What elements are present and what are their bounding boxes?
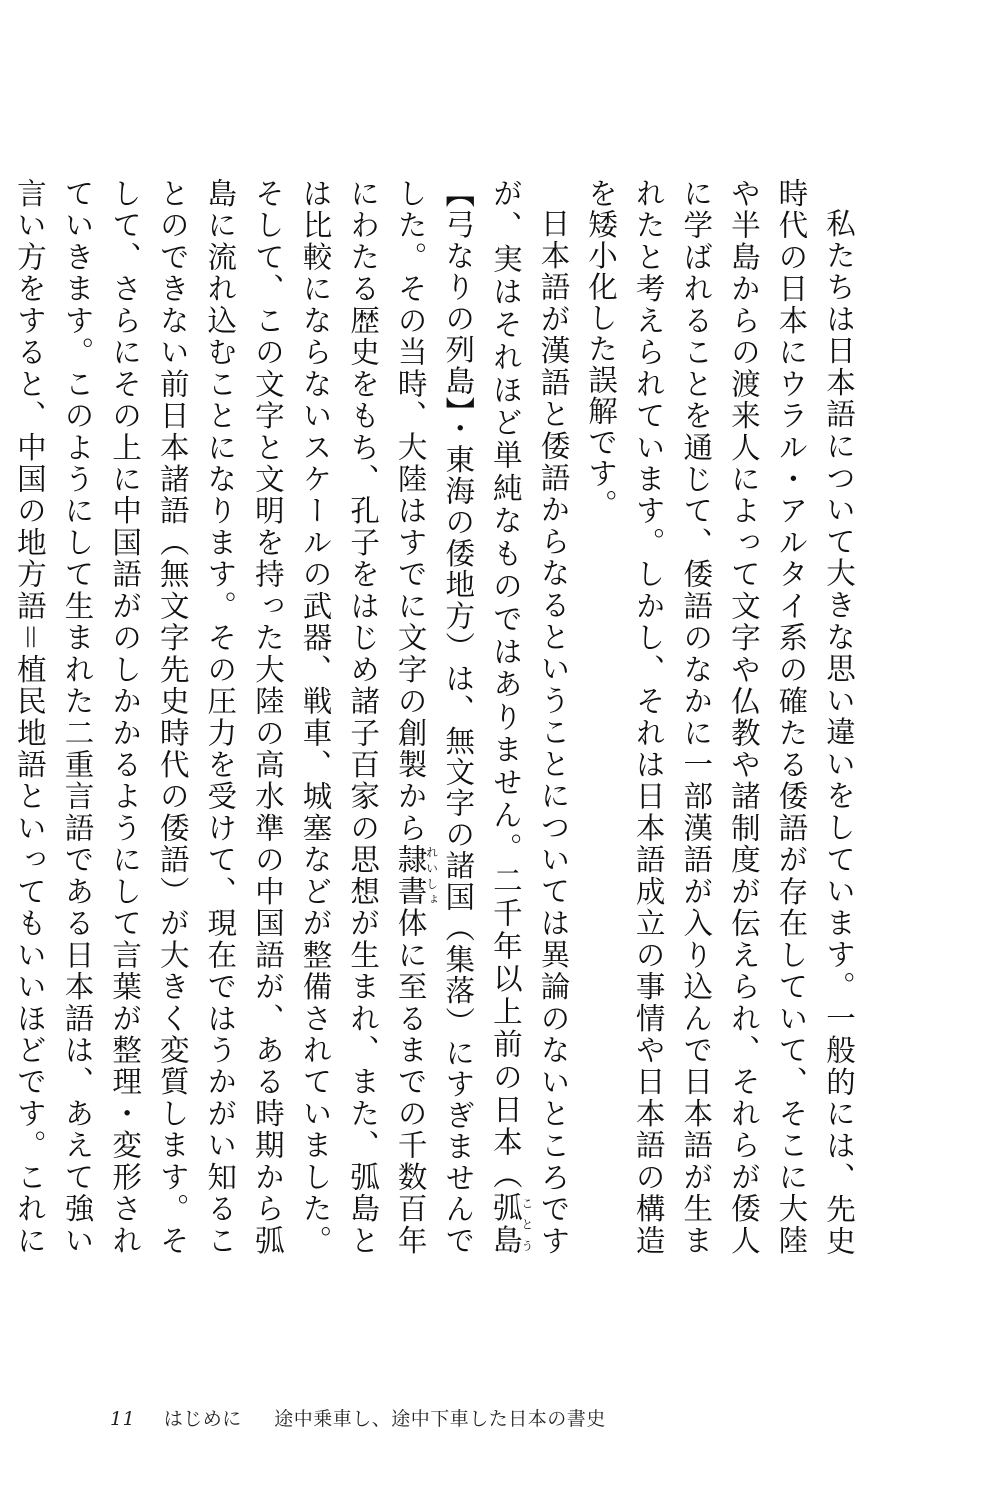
footer-section: はじめに (163, 1408, 242, 1430)
ruby-koto-base: 弧島 (488, 1192, 523, 1257)
paragraph-2-part-c: 体に至るまでの千数百年にわたる歴史をもち、孔子をはじめ諸子百家の思想が生まれ、また、弧島とは比較にならないスケールの武器、戦車、城塞などが整備されていました。そして、この文字と文明を持った大陸の高水準の中国語が、ある時期から弧島に流れ込むことになります。その圧力を受けて、現在ではうかがい知ることのできない前日本諸語（無文字先史時代の倭語）が大きく変質します。そして、さらにその上に中国語がのしかかるようにして言葉が整理・変形されていきます。このようにして生まれた二重言語である日本語は、あえて強い言い方をすると、中国の地方語＝植民地語といってもいいほどです。これに (12, 178, 428, 1256)
ruby-reisho-reading: れいしょ (424, 844, 439, 908)
ruby-reisho-base: 隷書 (393, 844, 428, 908)
ruby-koto (488, 1192, 534, 1257)
page-number: 11 (110, 1408, 136, 1430)
paragraph-2-part-b: 【弓なりの列島】・東海の倭地方）は、無文字の諸国（集落）にすぎませんでした。その当時、大陸はすでに文字の創製から (393, 178, 476, 1256)
paragraph-1: 私たちは日本語について大きな思い違いをしています。一般的には、先史時代の日本にウラル・アルタイ系の確たる倭語が存在していて、そこに大陸や半島からの渡来人によって文字や仏教や諸制度が伝えられ、それらが倭人に学ばれることを通じて、倭語のなかに一部漢語が入り込んで日本語が生まれたと考えられています。しかし、それは日本語成立の事情や日本語の構造を矮小化した誤解です。 (584, 178, 856, 1256)
ruby-reisho (393, 844, 439, 908)
running-footer (110, 1404, 606, 1431)
ruby-koto-reading: ことう (519, 1192, 534, 1256)
paragraph-2 (0, 178, 576, 1256)
paragraph-2-part-a: 日本語が漢語と倭語からなるということについては異論のないところですが、実はそれほど単純なものではありません。二千年以上前の日本（ (488, 178, 571, 1256)
footer-title: 途中乗車し、途中下車した日本の書史 (274, 1408, 606, 1430)
body-text (12, 178, 862, 1257)
